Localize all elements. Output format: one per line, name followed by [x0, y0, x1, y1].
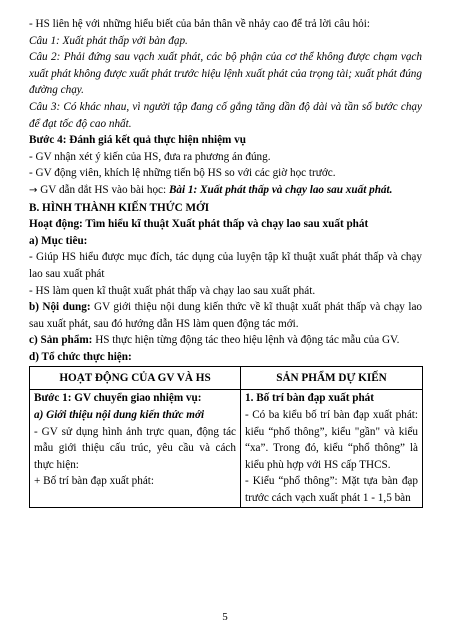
table-header-row	[30, 367, 423, 390]
product-line-2: - Kiểu “phổ thông”: Mặt tựa bàn đạp trước cách vạch xuất phát 1 - 1,5 bàn	[245, 475, 418, 505]
lead-in-text: GV dẫn dắt HS vào bài học:	[37, 183, 169, 196]
objective-line-1: - Giúp HS hiểu được mục đích, tác dụng của luyện tập kĩ thuật xuất phát thấp và chạy lao sau xuất phát	[29, 251, 422, 280]
intro-line: - HS liên hệ với những hiểu biết của bản thân về nhảy cao để trả lời câu hỏi:	[29, 18, 370, 30]
activity-title: Hoạt động: Tìm hiểu kĩ thuật Xuất phát thấp và chạy lao sau xuất phát	[29, 218, 369, 231]
table-header-activities: HOẠT ĐỘNG CỦA GV VÀ HS	[30, 367, 241, 390]
organization-title: d) Tổ chức thực hiện:	[29, 350, 132, 363]
product-text: HS thực hiện từng động tác theo hiệu lệnh và động tác mẫu của GV.	[92, 334, 400, 347]
objective-title: a) Mục tiêu:	[29, 234, 88, 247]
gv-instruction: - GV sử dụng hình ảnh trực quan, động tác mẫu giới thiệu cấu trúc, yêu cầu và cách thực hiện:	[34, 425, 236, 471]
product-paragraph	[29, 332, 422, 349]
question-2: Câu 2: Phải đứng sau vạch xuất phát, các bộ phận của cơ thể không được chạm vạch xuất phát không được xuất phát trước hiệu lệnh xuất phát của trọng tài; xuất phát đúng đường chạy.	[29, 51, 422, 97]
step4-line-1: - GV nhận xét ý kiến của HS, đưa ra phương án đúng.	[29, 150, 271, 163]
question-3: Câu 3: Có khác nhau, vì người tập đang cố gắng tăng dần độ dài và tần số bước chạy để đạt tốc độ cao nhất.	[29, 100, 422, 130]
product-label: c) Sản phẩm:	[29, 334, 93, 347]
lead-in	[29, 182, 422, 200]
product-title: 1. Bố trí bàn đạp xuất phát	[245, 392, 375, 405]
product-line-1: - Có ba kiểu bố trí bàn đạp xuất phát: kiểu “phổ thông”, kiểu "gần" và kiểu “xa”. Trong đó, kiểu “phổ thông” là kiểu phù hợp với HS cấp THCS.	[245, 409, 418, 471]
arrow-icon: →	[29, 184, 38, 196]
section-b-title: B. HÌNH THÀNH KIẾN THỨC MỚI	[29, 201, 210, 214]
step4-line-2: - GV động viên, khích lệ những tiến bộ HS so với các giờ học trước.	[29, 167, 336, 180]
lesson-title: Bài 1: Xuất phát thấp và chạy lao sau xuất phát.	[168, 183, 393, 196]
content-paragraph	[29, 299, 422, 332]
table-row	[30, 390, 423, 507]
objective-line-2: - HS làm quen kĩ thuật xuất phát thấp và chạy lao sau xuất phát.	[29, 284, 316, 297]
table-cell-activities	[30, 390, 241, 507]
sub-a-title: a) Giới thiệu nội dung kiến thức mới	[34, 409, 205, 422]
content-text: GV giới thiệu nội dung kiến thức về kĩ thuật xuất phát thấp và chạy lao sau xuất phát, sau đó hướng dẫn HS làm quen động tác mới.	[29, 301, 422, 330]
step1-title: Bước 1: GV chuyển giao nhiệm vụ:	[34, 392, 202, 405]
step4-title: Bước 4: Đánh giá kết quả thực hiện nhiệm vụ	[29, 134, 246, 147]
question-1: Câu 1: Xuất phát thấp với bàn đạp.	[29, 34, 188, 47]
starting-block-item: + Bố trí bàn đạp xuất phát:	[34, 475, 155, 488]
table-cell-products	[241, 390, 423, 507]
activity-table	[29, 366, 423, 507]
content-label: b) Nội dung:	[29, 301, 91, 314]
table-header-products: SẢN PHẨM DỰ KIẾN	[241, 367, 423, 390]
page-number: 5	[222, 611, 228, 623]
document-page	[29, 16, 422, 508]
